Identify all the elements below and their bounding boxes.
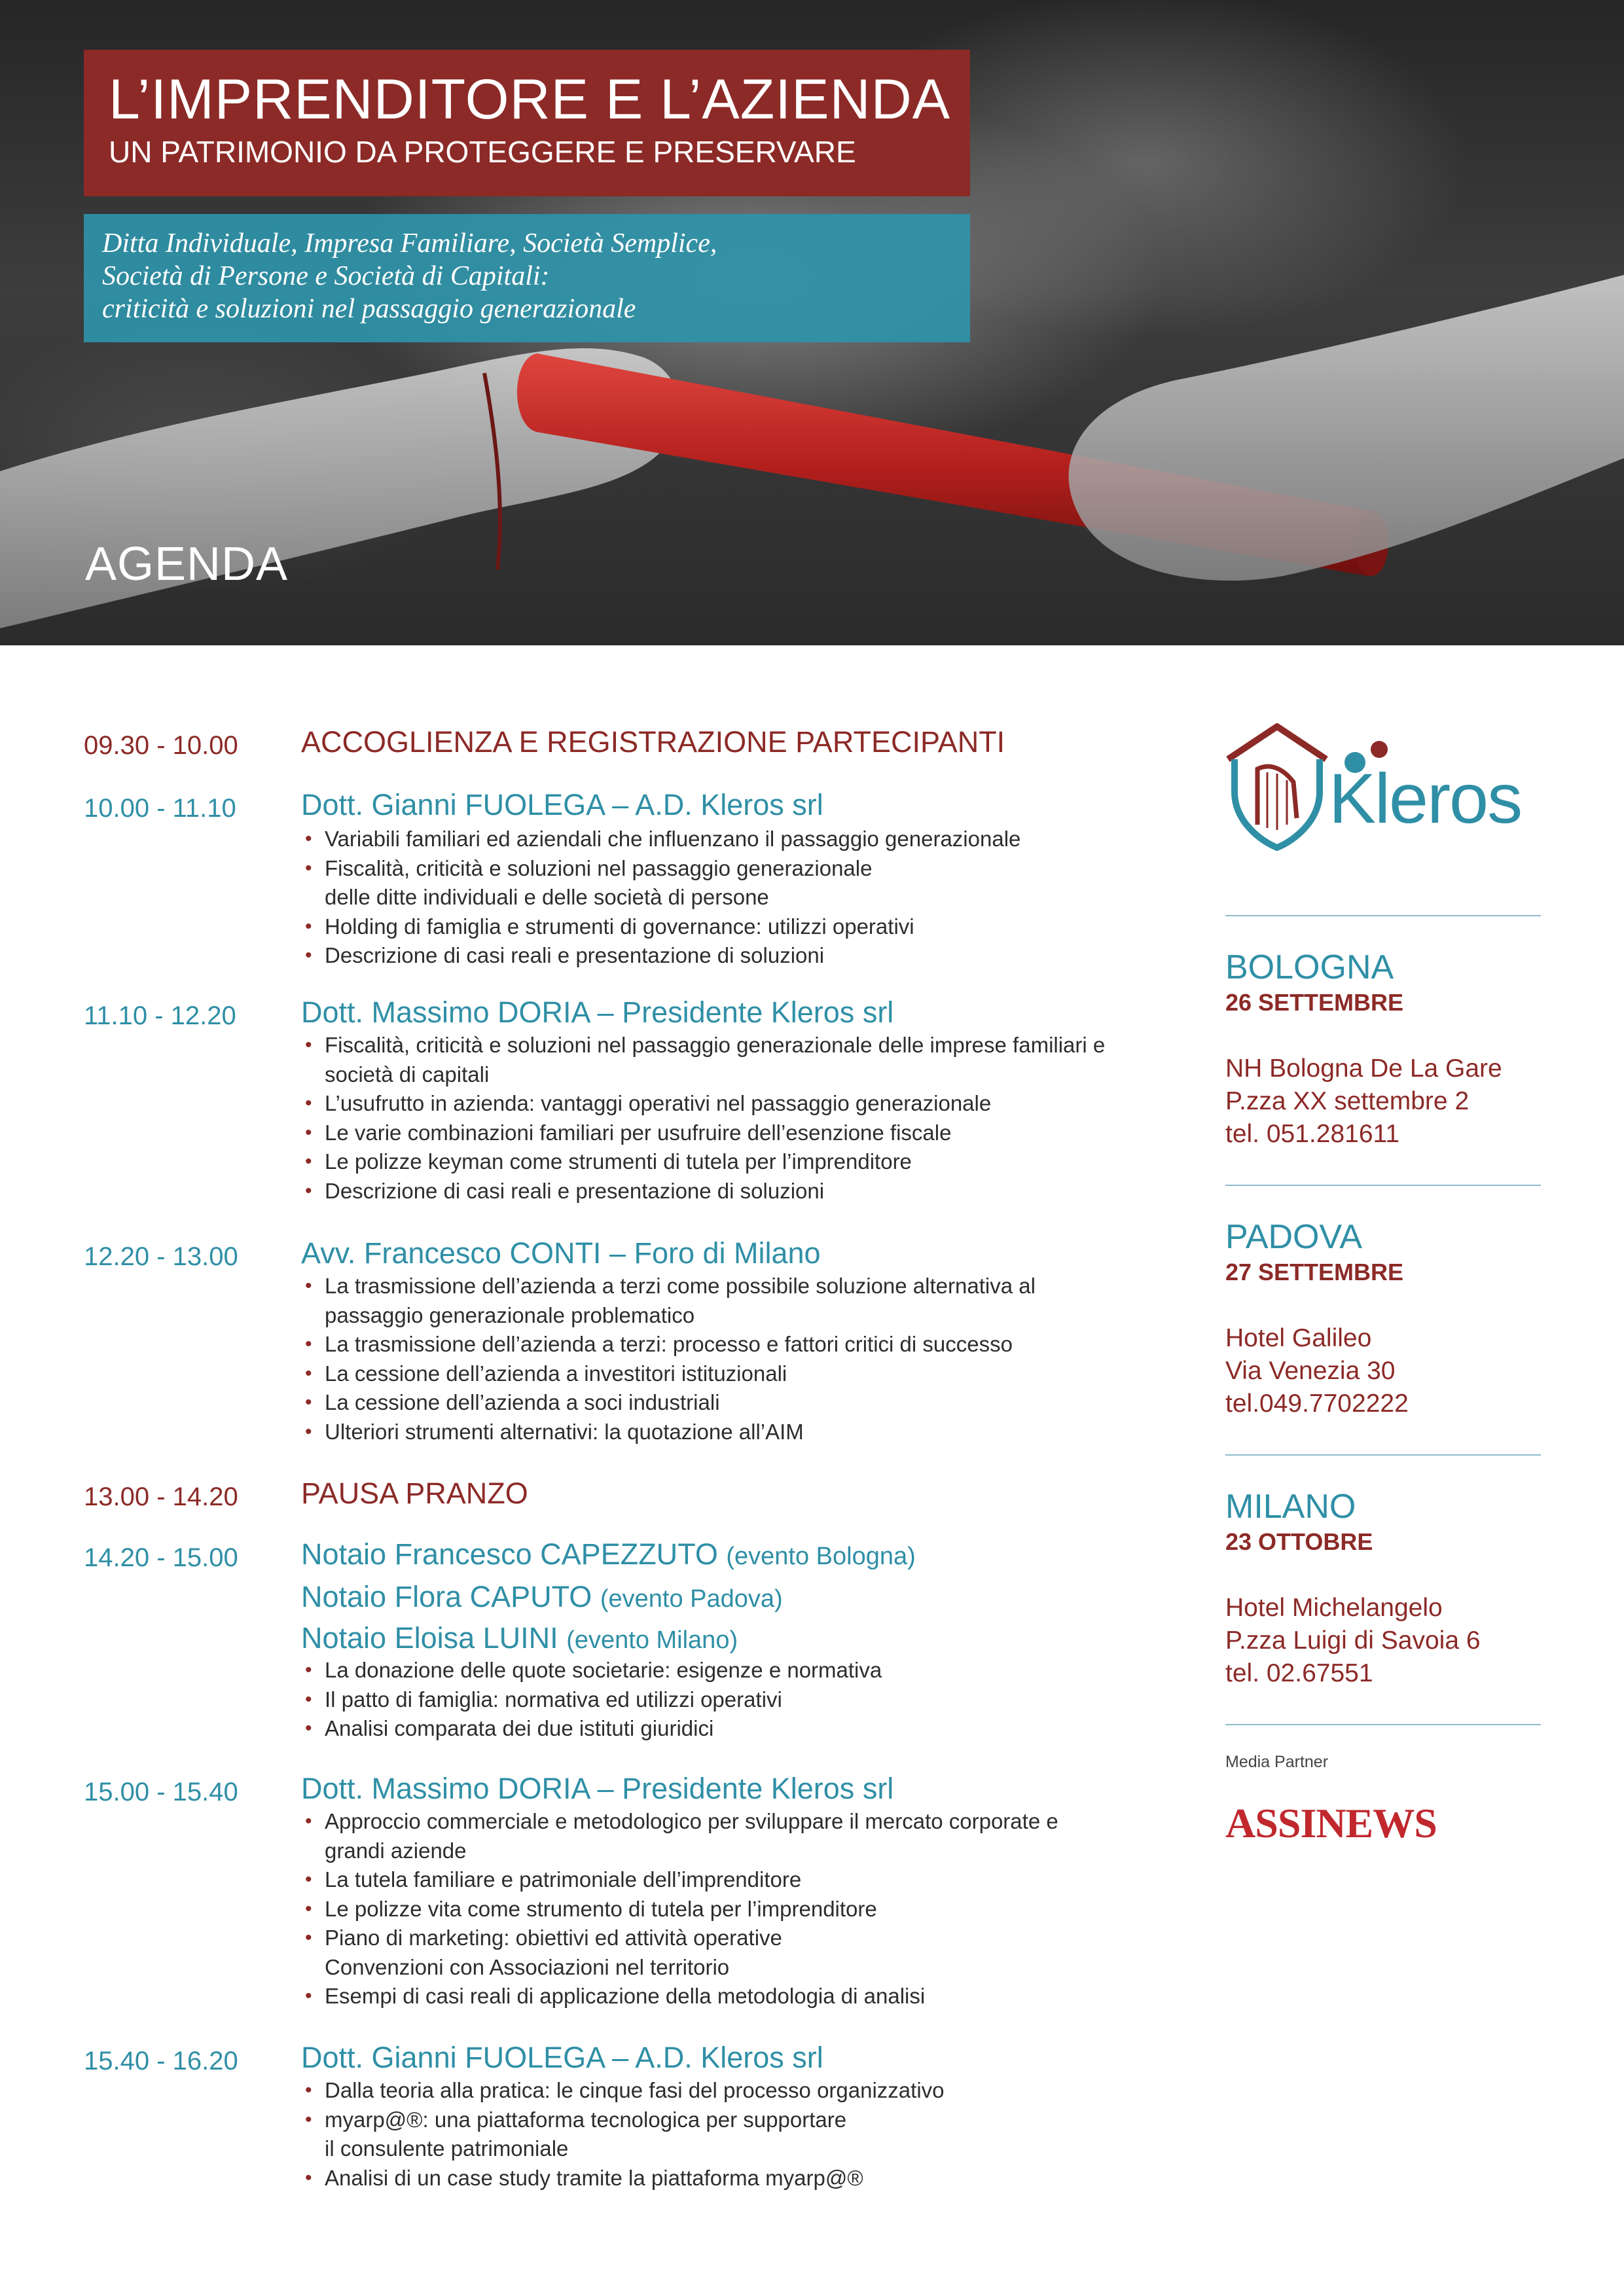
slot-bullet-list xyxy=(302,1656,1166,1744)
list-item: • Le polizze keyman come strumenti di tutela per l’imprenditore xyxy=(305,1149,912,1174)
list-item: • Dalla teoria alla pratica: le cinque fasi del processo organizzativo xyxy=(305,2078,945,2102)
list-item: • L’usufrutto in azienda: vantaggi operativi nel passaggio generazionale xyxy=(305,1091,992,1115)
list-item: • Il patto di famiglia: normativa ed utilizzi operativi xyxy=(305,1687,782,1712)
venue-name: NH Bologna De La Gare xyxy=(1225,1054,1502,1083)
list-item: • Fiscalità, criticità e soluzioni nel passaggio generazionale xyxy=(305,855,873,880)
list-item: grandi aziende xyxy=(325,1838,467,1863)
divider xyxy=(1225,915,1541,916)
list-item: • La trasmissione dell’azienda a terzi come possibile soluzione alternativa al xyxy=(305,1274,1036,1298)
event-date: 23 OTTOBRE xyxy=(1225,1528,1373,1555)
list-item: • Le varie combinazioni familiari per usufruire dell’esenzione fiscale xyxy=(305,1120,952,1145)
list-item: Convenzioni con Associazioni nel territorio xyxy=(325,1954,730,1979)
event-city: BOLOGNA xyxy=(1225,948,1394,986)
list-item: • Analisi di un case study tramite la piattaforma myarp@® xyxy=(305,2165,863,2190)
venue-address: Via Venezia 30 xyxy=(1225,1357,1396,1385)
topics-banner xyxy=(84,214,970,342)
list-item: • La donazione delle quote societarie: esigenze e normativa xyxy=(305,1658,882,1682)
slot-time: 12.20 - 13.00 xyxy=(84,1242,238,1271)
slot-speaker: Notaio Flora CAPUTO (evento Padova) xyxy=(301,1580,783,1613)
venue-address: P.zza XX settembre 2 xyxy=(1225,1087,1470,1115)
slot-speaker: Dott. Gianni FUOLEGA – A.D. Kleros srl xyxy=(301,2041,823,2074)
list-item: passaggio generazionale problematico xyxy=(325,1302,695,1327)
venue-phone: tel. 02.67551 xyxy=(1225,1659,1373,1687)
kleros-shield-harp-icon xyxy=(1221,720,1333,851)
slot-bullet-list xyxy=(302,2076,1166,2193)
list-item: delle ditte individuali e delle società di persone xyxy=(325,885,769,909)
page-title: L’IMPRENDITORE E L’AZIENDA xyxy=(109,68,951,131)
event-city: PADOVA xyxy=(1225,1218,1363,1256)
slot-time: 10.00 - 11.10 xyxy=(84,794,236,823)
list-item: il consulente patrimoniale xyxy=(325,2136,569,2161)
assinews-logo: ASSINEWS xyxy=(1225,1800,1437,1846)
divider xyxy=(1225,1454,1541,1456)
slot-bullet-list xyxy=(302,1031,1166,1206)
list-item: • Descrizione di casi reali e presentazione di soluzioni xyxy=(305,1178,825,1203)
list-item: • Fiscalità, criticità e soluzioni nel passaggio generazionale delle imprese familiari e xyxy=(305,1033,1106,1057)
slot-time: 09.30 - 10.00 xyxy=(84,731,238,760)
list-item: • Esempi di casi reali di applicazione della metodologia di analisi xyxy=(305,1984,926,2008)
topic-line: Società di Persone e Società di Capitali: xyxy=(102,261,550,291)
slot-speaker: Notaio Francesco CAPEZZUTO (evento Bologna) xyxy=(301,1537,916,1571)
slot-time: 14.20 - 15.00 xyxy=(84,1543,238,1572)
venue-name: Hotel Michelangelo xyxy=(1225,1594,1443,1622)
list-item: • Ulteriori strumenti alternativi: la quotazione all’AIM xyxy=(305,1419,804,1444)
kleros-logo-text: Kleros xyxy=(1329,759,1522,838)
slot-speaker: Avv. Francesco CONTI – Foro di Milano xyxy=(301,1236,821,1270)
list-item: • La tutela familiare e patrimoniale dell’imprenditore xyxy=(305,1867,802,1892)
venue-name: Hotel Galileo xyxy=(1225,1324,1372,1352)
list-item: • La cessione dell’azienda a soci industriali xyxy=(305,1390,720,1414)
slot-time: 15.00 - 15.40 xyxy=(84,1778,238,1806)
slot-title: ACCOGLIENZA E REGISTRAZIONE PARTECIPANTI xyxy=(301,725,1005,759)
page-subtitle: UN PATRIMONIO DA PROTEGGERE E PRESERVARE xyxy=(109,135,856,169)
divider xyxy=(1225,1185,1541,1186)
slot-time: 11.10 - 12.20 xyxy=(84,1001,236,1030)
venue-phone: tel. 051.281611 xyxy=(1225,1120,1400,1148)
venue-phone: tel.049.7702222 xyxy=(1225,1390,1409,1418)
slot-time: 15.40 - 16.20 xyxy=(84,2047,238,2075)
divider xyxy=(1225,1724,1541,1725)
slot-speaker: Dott. Gianni FUOLEGA – A.D. Kleros srl xyxy=(301,788,823,821)
topic-line: Ditta Individuale, Impresa Familiare, Società Semplice, xyxy=(102,228,717,259)
venue-address: P.zza Luigi di Savoia 6 xyxy=(1225,1626,1481,1655)
list-item: • Le polizze vita come strumento di tutela per l’imprenditore xyxy=(305,1896,877,1921)
list-item: • Piano di marketing: obiettivi ed attività operative xyxy=(305,1926,782,1950)
list-item: • Analisi comparata dei due istituti giuridici xyxy=(305,1716,714,1740)
slot-speaker: Notaio Eloisa LUINI (evento Milano) xyxy=(301,1621,738,1655)
slot-speaker: Dott. Massimo DORIA – Presidente Kleros srl xyxy=(301,996,894,1029)
agenda-heading: AGENDA xyxy=(85,538,289,590)
topic-line: criticità e soluzioni nel passaggio generazionale xyxy=(102,294,636,324)
slot-bullet-list xyxy=(302,825,1166,971)
list-item: • Variabili familiari ed aziendali che influenzano il passaggio generazionale xyxy=(305,827,1021,851)
hero-banner xyxy=(0,0,1624,645)
slot-time: 13.00 - 14.20 xyxy=(84,1482,238,1511)
list-item: • La cessione dell’azienda a investitori istituzionali xyxy=(305,1361,787,1386)
list-item: • Descrizione di casi reali e presentazione di soluzioni xyxy=(305,943,825,967)
list-item: • Approccio commerciale e metodologico per sviluppare il mercato corporate e xyxy=(305,1809,1058,1833)
title-banner xyxy=(84,50,970,196)
event-date: 27 SETTEMBRE xyxy=(1225,1259,1404,1285)
slot-bullet-list xyxy=(302,1272,1166,1446)
list-item: • La trasmissione dell’azienda a terzi: processo e fattori critici di successo xyxy=(305,1332,1013,1356)
slot-speaker: Dott. Massimo DORIA – Presidente Kleros srl xyxy=(301,1772,894,1805)
media-partner-label: Media Partner xyxy=(1225,1753,1329,1771)
slot-title: PAUSA PRANZO xyxy=(301,1477,528,1510)
list-item: • Holding di famiglia e strumenti di governance: utilizzi operativi xyxy=(305,914,914,939)
event-date: 26 SETTEMBRE xyxy=(1225,989,1404,1016)
list-item: società di capitali xyxy=(325,1062,490,1086)
slot-bullet-list xyxy=(302,1807,1166,2011)
event-city: MILANO xyxy=(1225,1488,1356,1526)
list-item: • myarp@®: una piattaforma tecnologica per supportare xyxy=(305,2107,847,2132)
